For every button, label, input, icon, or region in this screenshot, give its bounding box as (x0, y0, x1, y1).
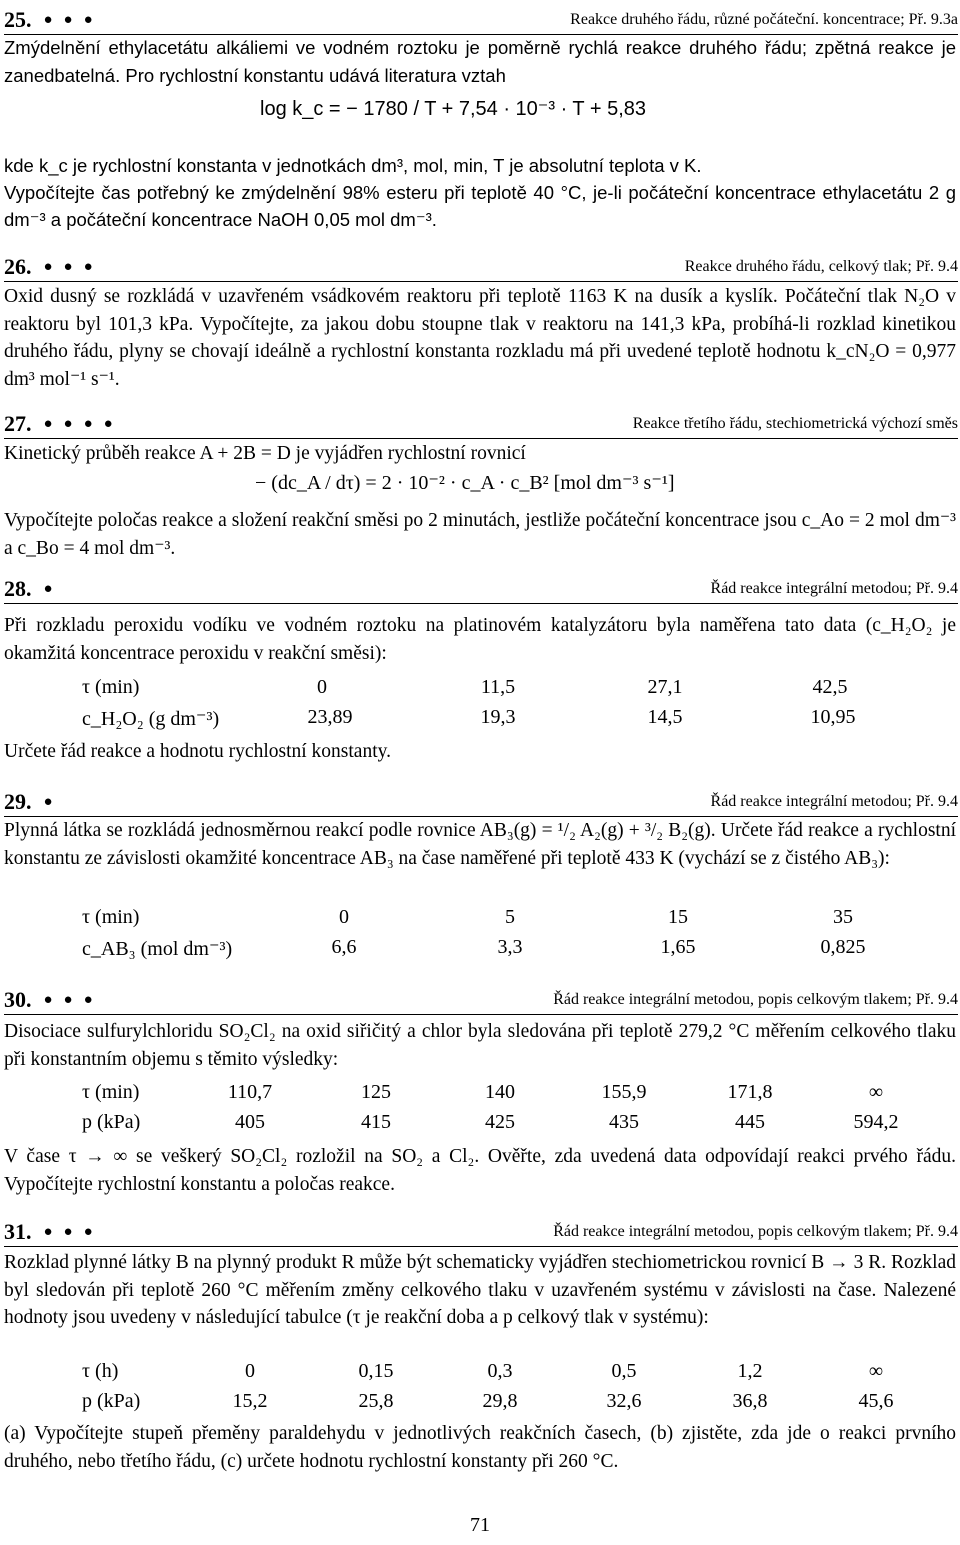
row-label: τ (min) (82, 676, 140, 698)
problem-topic: Řád reakce integrální metodou; Př. 9.4 (710, 580, 958, 597)
problem-topic: Reakce třetího řádu, stechiometrická výchozí směs (632, 415, 958, 432)
row-label: c_H₂O₂ (g dm⁻³) (82, 708, 220, 730)
row-label: p (kPa) (82, 1390, 141, 1412)
problem-number: 31. (4, 1219, 32, 1244)
table-cell: 19,3 (480, 706, 516, 728)
table-cell: 15 (668, 906, 688, 928)
row-label: p (kPa) (82, 1111, 141, 1133)
table-cell: ∞ (868, 1081, 884, 1103)
problem-28-intro: Při rozkladu peroxidu vodíku ve vodném roztoku na platinovém katalyzátoru byla naměřena tato data (c_H₂O₂ je okamžitá koncentrace peroxidu v reakční směsi): (4, 615, 956, 664)
table-cell: 36,8 (732, 1390, 768, 1412)
table-cell: 42,5 (812, 676, 848, 698)
table-cell: 1,2 (737, 1360, 763, 1382)
table-cell: 27,1 (647, 676, 683, 698)
table-cell: 1,65 (660, 936, 696, 958)
problem-27-equation: − (dc_A / dτ) = 2 · 10⁻² · c_A · c_B² [mol dm⁻³ s⁻¹] (255, 472, 675, 494)
problem-number: 30. (4, 987, 32, 1012)
table-cell: 171,8 (727, 1081, 773, 1103)
problem-number: 28. (4, 576, 32, 601)
table-cell: 10,95 (810, 706, 856, 728)
table-cell: 0 (245, 1360, 255, 1382)
table-row (0, 1111, 960, 1141)
table-cell: 6,6 (331, 936, 357, 958)
problem-topic: Řád reakce integrální metodou, popis celkovým tlakem; Př. 9.4 (553, 1223, 958, 1240)
problem-25-header (4, 0, 958, 35)
problem-number: 27. (4, 411, 32, 436)
table-cell: 0 (317, 676, 327, 698)
problem-topic: Řád reakce integrální metodou, popis celkovým tlakem; Př. 9.4 (553, 991, 958, 1008)
table-cell: 0,825 (820, 936, 866, 958)
table-row (0, 1360, 960, 1390)
row-label: c_AB₃ (mol dm⁻³) (82, 938, 233, 960)
table-cell: 0 (339, 906, 349, 928)
table-row (0, 936, 960, 966)
problem-29-header (4, 782, 958, 817)
table-cell: 29,8 (482, 1390, 518, 1412)
table-cell: 110,7 (227, 1081, 273, 1103)
table-cell: 0,5 (611, 1360, 637, 1382)
problem-29-text: Plynná látka se rozkládá jednosměrnou reakcí podle rovnice AB₃(g) = ¹/₂ A₂(g) + ³/₂ B₂(g). Určete řád reakce a rychlostní konstantu ze závislosti okamžité koncentrace AB₃ na čase naměřené při teplotě 433 K (vychází se z čistého AB₃): (4, 820, 956, 869)
table-row (0, 706, 960, 736)
problem-28-header (4, 569, 958, 604)
problem-27-task: Vypočítejte poločas reakce a složení reakční směsi po 2 minutách, jestliže počáteční koncentrace jsou c_Ao = 2 mol dm⁻³ a c_Bo = 4 mol dm⁻³. (4, 510, 956, 559)
problem-26-header (4, 247, 958, 282)
table-cell: 140 (485, 1081, 515, 1103)
table-cell: 425 (485, 1111, 515, 1133)
table-cell: 45,6 (858, 1390, 894, 1412)
problem-30-task: V čase τ → ∞ se veškerý SO₂Cl₂ rozložil na SO₂ a Cl₂. Ověřte, zda uvedená data odpovídají reakci prvého řádu. Vypočítejte rychlostní konstantu a poločas reakce. (4, 1146, 956, 1195)
problem-28-task: Určete řád reakce a hodnotu rychlostní konstanty. (4, 741, 391, 762)
table-cell: 415 (361, 1111, 391, 1133)
problem-topic: Reakce druhého řádu, různé počáteční. koncentrace; Př. 9.3a (570, 11, 958, 28)
problem-31-intro: Rozklad plynné látky B na plynný produkt R může být schematicky vyjádřen stechiometrickou rovnicí B → 3 R. Rozklad byl sledován při teplotě 260 °C měřením změny celkového tlaku v uzavřeném systému v závislosti na čase. Nalezené hodnoty jsou uvedeny v následující tabulce (τ je reakční doba a p celkový tlak v systému): (4, 1252, 956, 1328)
problem-25-intro: Zmýdelnění ethylacetátu alkáliemi ve vodném roztoku je poměrně rychlá reakce druhého řádu; zpětná reakce je zanedbatelná. Pro rychlostní konstantu udává literatura vztah (4, 37, 956, 86)
problem-30-header (4, 980, 958, 1015)
problem-31-header (4, 1212, 958, 1247)
table-cell: 0,15 (358, 1360, 394, 1382)
table-row (0, 1081, 960, 1111)
table-cell: 0,3 (487, 1360, 513, 1382)
problem-31-task: (a) Vypočítejte stupeň přeměny paraldehydu v jednotlivých reakčních časech, (b) zjistěte, zda jde o reakci prvního druhého, nebo třetího řádu, (c) určete hodnotu rychlostní konstanty při 260 °C. (4, 1423, 956, 1472)
table-cell: 155,9 (601, 1081, 647, 1103)
problem-30-intro: Disociace sulfurylchloridu SO₂Cl₂ na oxid siřičitý a chlor byla sledována při teplotě 279,2 °C měřením celkového tlaku při konstantním objemu s těmito výsledky: (4, 1021, 956, 1070)
table-cell: 11,5 (480, 676, 516, 698)
table-cell: 5 (505, 906, 515, 928)
row-label: τ (h) (82, 1360, 119, 1382)
table-cell: 14,5 (647, 706, 683, 728)
problem-number: 26. (4, 254, 32, 279)
problem-27-intro: Kinetický průběh reakce A + 2B = D je vyjádřen rychlostní rovnicí (4, 443, 526, 464)
table-cell: 594,2 (853, 1111, 899, 1133)
problem-25-task: Vypočítejte čas potřebný ke zmýdelnění 98% esteru při teplotě 40 °C, je-li počáteční koncentrace ethylacetátu 2 g dm⁻³ a počáteční koncentrace NaOH 0,05 mol dm⁻³. (4, 182, 956, 230)
row-label: τ (min) (82, 1081, 140, 1103)
page-number: 71 (470, 1514, 490, 1536)
problem-topic: Řád reakce integrální metodou; Př. 9.4 (710, 793, 958, 810)
table-cell: 32,6 (606, 1390, 642, 1412)
table-cell: ∞ (868, 1360, 884, 1382)
table-cell: 35 (833, 906, 853, 928)
table-row (0, 1390, 960, 1420)
problem-25-note: kde k_c je rychlostní konstanta v jednotkách dm³, mol, min, T je absolutní teplota v K. (4, 155, 702, 176)
difficulty-dots: ● (43, 794, 64, 810)
difficulty-dots: ●●● (43, 1224, 104, 1240)
table-cell: 25,8 (358, 1390, 394, 1412)
problem-26-text: Oxid dusný se rozkládá v uzavřeném vsádkovém reaktoru při teplotě 1163 K na dusík a kyslík. Počáteční tlak N₂O v reaktoru byl 101,3 kPa. Vypočítejte, za jakou dobu stoupne tlak v reaktoru na 141,3 kPa, probíhá-li rozklad kinetikou druhého řádu, plyny se chovají ideálně a rychlostní konstanta rozkladu má při uvedené teplotě hodnotu k_cN₂O = 0,977 dm³ mol⁻¹ s⁻¹. (4, 286, 956, 390)
table-cell: 405 (235, 1111, 265, 1133)
table-cell: 435 (609, 1111, 639, 1133)
table-cell: 445 (735, 1111, 765, 1133)
difficulty-dots: ● (43, 581, 64, 597)
difficulty-dots: ●●● (43, 992, 104, 1008)
table-cell: 15,2 (232, 1390, 268, 1412)
table-cell: 125 (361, 1081, 391, 1103)
row-label: τ (min) (82, 906, 140, 928)
problem-number: 29. (4, 789, 32, 814)
problem-25-equation: log k_c = − 1780 / T + 7,54 · 10⁻³ · T + 5,83 (260, 98, 646, 120)
table-cell: 23,89 (307, 706, 353, 728)
difficulty-dots: ●●● (43, 12, 104, 28)
problem-27-header (4, 404, 958, 439)
table-row (0, 906, 960, 936)
table-cell: 3,3 (497, 936, 523, 958)
problem-number: 25. (4, 7, 32, 32)
problem-topic: Reakce druhého řádu, celkový tlak; Př. 9.4 (684, 258, 958, 275)
table-row (0, 676, 960, 706)
difficulty-dots: ●●● (43, 259, 104, 275)
difficulty-dots: ●●●● (43, 416, 124, 432)
